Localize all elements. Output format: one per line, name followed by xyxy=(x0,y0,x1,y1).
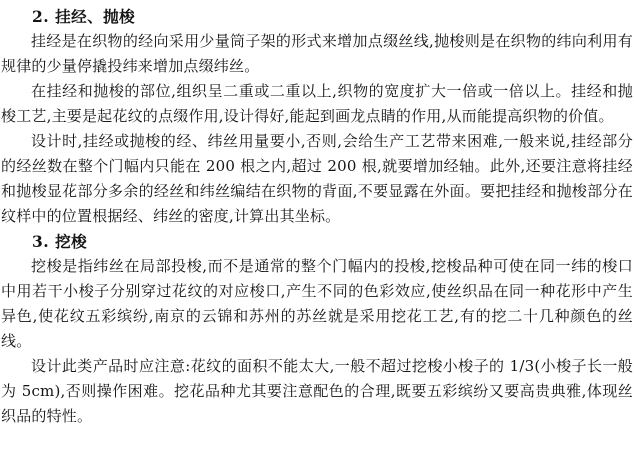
paragraph-guajing-structure: 在挂经和抛梭的部位,组织呈二重或二重以上,织物的宽度扩大一倍或一倍以上。挂经和抛梭工艺,主要是起花纹的点缀作用,设计得好,能起到画龙点睛的作用,从而能提高织物的价值。 xyxy=(1,82,633,125)
paragraph-guajing-design-notes: 设计时,挂经或抛梭的经、纬丝用量要小,否则,会给生产工艺带来困难,一般来说,挂经部分的经丝数在整个门幅内只能在 200 根之内,超过 200 根,就要增加经轴。此外,还要注意将挂经和抛梭显花部分多余的经丝和纬丝编结在织物的背面,不要显露在外面。要把挂经和抛梭部分在纹样中的位置根据经、纬丝的密度,计算出其坐标。 xyxy=(1,132,633,225)
section-heading-guajing-paosuo: 2. 挂经、抛梭 xyxy=(32,7,136,26)
paragraph-wasuo-design-notes: 设计此类产品时应注意:花纹的面积不能太大,一般不超过挖梭小梭子的 1/3(小梭子长一般为 5cm),否则操作困难。挖花品种尤其要注意配色的合理,既要五彩缤纷又要高贵典雅,体现丝织品的特性。 xyxy=(1,357,633,425)
paragraph-guajing-definition: 挂经是在织物的经向采用少量筒子架的形式来增加点缀丝线,抛梭则是在织物的纬向利用有规律的少量停撬投纬来增加点缀纬丝。 xyxy=(1,32,633,75)
paragraph-wasuo-definition: 挖梭是指纬丝在局部投梭,而不是通常的整个门幅内的投梭,挖梭品种可使在同一纬的梭口中用若干小梭子分别穿过花纹的对应梭口,产生不同的色彩效应,使丝织品在同一种花形中产生异色,使花纹五彩缤纷,南京的云锦和苏州的苏丝就是采用挖花工艺,有的挖二十几种颜色的丝线。 xyxy=(1,257,633,350)
section-heading-wasuo: 3. 挖梭 xyxy=(32,232,88,251)
